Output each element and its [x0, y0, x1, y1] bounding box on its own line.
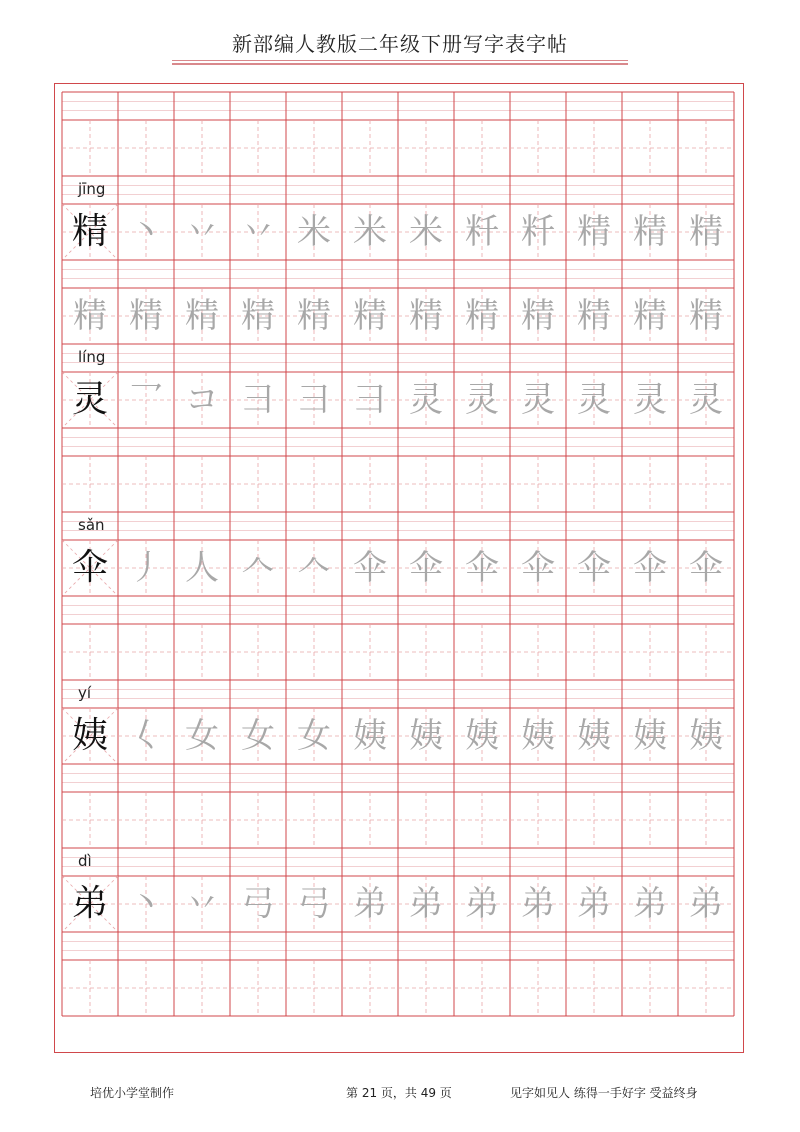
trace-character: 精 [297, 296, 331, 336]
stroke-step: 弟 [689, 884, 723, 924]
stroke-step: 伞 [521, 548, 555, 588]
stroke-step: 姨 [409, 716, 443, 756]
stroke-step: 弟 [353, 884, 387, 924]
stroke-step: 丶 [129, 212, 163, 252]
stroke-step: 𠆢 [297, 548, 331, 588]
stroke-step: 伞 [577, 548, 611, 588]
stroke-step: 精 [633, 212, 667, 252]
stroke-step: 灵 [689, 380, 723, 420]
stroke-step: 伞 [633, 548, 667, 588]
stroke-step: 米 [297, 212, 331, 252]
stroke-step: 伞 [409, 548, 443, 588]
stroke-step: 伞 [689, 548, 723, 588]
pinyin-label: dì [78, 852, 92, 870]
stroke-step: 弟 [521, 884, 555, 924]
stroke-step: 丶 [129, 884, 163, 924]
stroke-step: 弓 [241, 884, 275, 924]
stroke-step: 弟 [633, 884, 667, 924]
stroke-step: 女 [185, 716, 219, 756]
model-character: 伞 [71, 547, 108, 588]
stroke-step: 弟 [465, 884, 499, 924]
model-character: 姨 [71, 715, 108, 756]
footer-credit: 培优小学堂制作 [90, 1086, 175, 1100]
stroke-step: 人 [185, 548, 219, 588]
trace-character: 精 [129, 296, 163, 336]
stroke-step: 丷 [185, 884, 219, 924]
stroke-step: 弓 [297, 884, 331, 924]
model-character: 弟 [71, 883, 108, 924]
trace-character: 精 [73, 296, 107, 336]
pinyin-label: yí [78, 684, 92, 702]
pinyin-label: sǎn [78, 516, 105, 534]
trace-character: 精 [521, 296, 555, 336]
footer-motto: 见字如见人 练得一手好字 受益终身 [510, 1086, 698, 1100]
footer-page-number: 第 21 页，共 49 页 [346, 1086, 452, 1100]
stroke-step: 姨 [353, 716, 387, 756]
stroke-step: 灵 [465, 380, 499, 420]
trace-character: 精 [185, 296, 219, 336]
stroke-step: 丷 [185, 212, 219, 252]
stroke-step: 姨 [633, 716, 667, 756]
stroke-step: 伞 [353, 548, 387, 588]
stroke-step: 灵 [577, 380, 611, 420]
stroke-step: コ [185, 380, 219, 420]
stroke-step: 彐 [241, 380, 275, 420]
stroke-step: 姨 [577, 716, 611, 756]
stroke-step: 𠆢 [241, 548, 275, 588]
stroke-step: 灵 [633, 380, 667, 420]
stroke-step: 女 [297, 716, 331, 756]
trace-character: 精 [241, 296, 275, 336]
stroke-step: 弟 [577, 884, 611, 924]
trace-character: 精 [465, 296, 499, 336]
trace-character: 精 [353, 296, 387, 336]
stroke-step: 姨 [465, 716, 499, 756]
pinyin-label: jīng [78, 180, 106, 198]
stroke-step: 粁 [465, 212, 499, 252]
stroke-step: 精 [689, 212, 723, 252]
stroke-step: 丷 [241, 212, 275, 252]
stroke-step: 𡿨 [129, 716, 163, 756]
stroke-step: 灵 [521, 380, 555, 420]
trace-character: 精 [633, 296, 667, 336]
stroke-step: 丿 [129, 548, 163, 588]
stroke-step: 精 [577, 212, 611, 252]
trace-character: 精 [689, 296, 723, 336]
stroke-step: 伞 [465, 548, 499, 588]
pinyin-label: líng [78, 348, 106, 366]
stroke-step: 姨 [521, 716, 555, 756]
stroke-step: 彐 [297, 380, 331, 420]
stroke-step: 米 [409, 212, 443, 252]
trace-character: 精 [577, 296, 611, 336]
stroke-step: 粁 [521, 212, 555, 252]
model-character: 精 [71, 211, 108, 252]
stroke-step: 米 [353, 212, 387, 252]
stroke-step: 灵 [409, 380, 443, 420]
stroke-step: 弟 [409, 884, 443, 924]
stroke-step: 乛 [129, 380, 163, 420]
stroke-step: 彐 [353, 380, 387, 420]
trace-character: 精 [409, 296, 443, 336]
page-title: 新部编人教版二年级下册写字表字帖 [232, 32, 568, 56]
stroke-step: 女 [241, 716, 275, 756]
stroke-step: 姨 [689, 716, 723, 756]
model-character: 灵 [71, 379, 108, 420]
